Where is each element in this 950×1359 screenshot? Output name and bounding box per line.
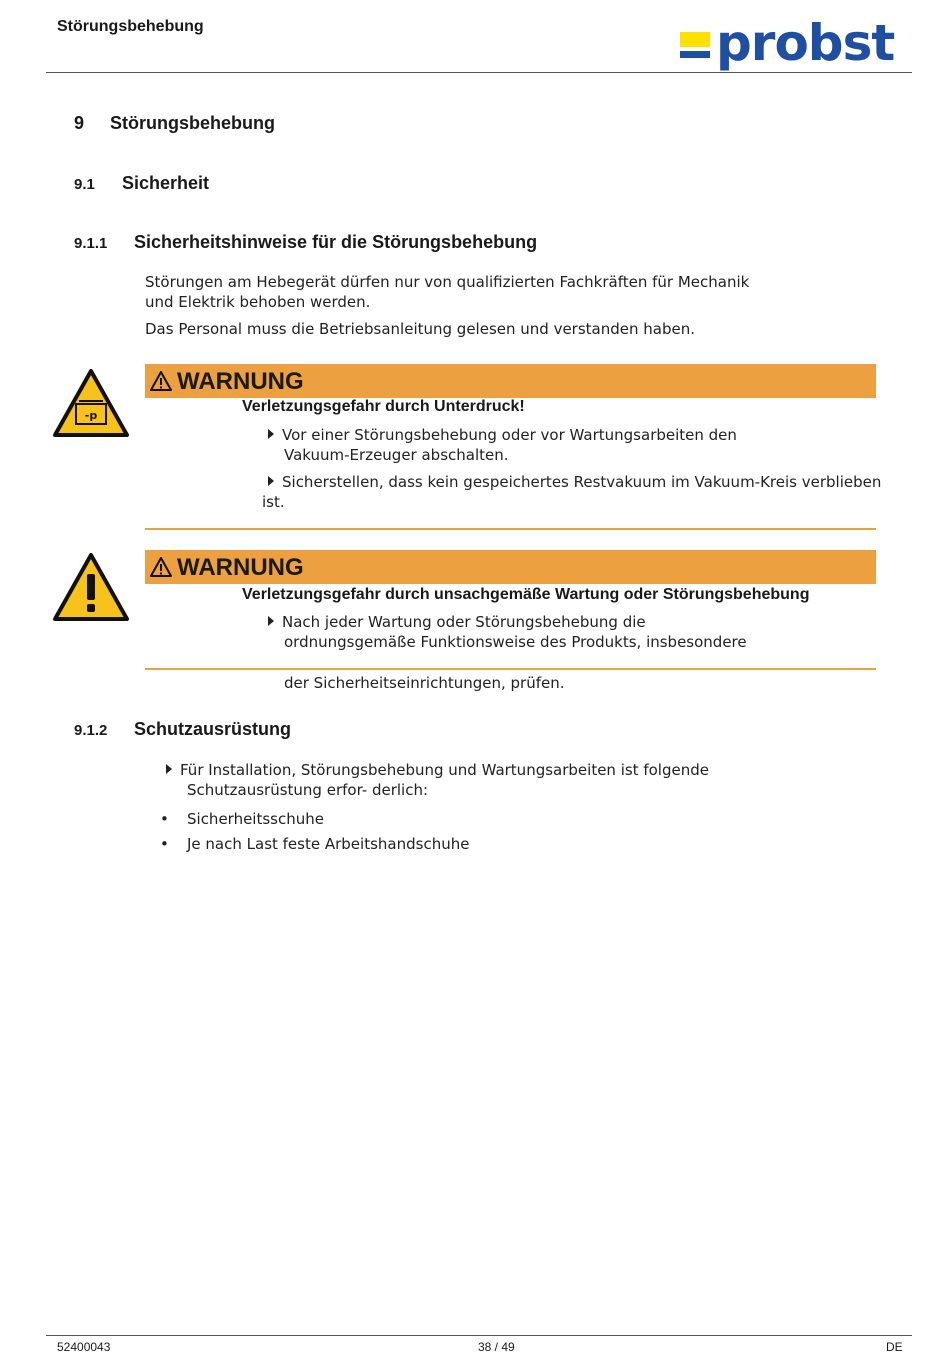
warning-step-cont: der Sicherheitseinrichtungen, prüfen. — [284, 674, 565, 692]
footer-page-number: 38 / 49 — [478, 1340, 515, 1354]
warning-title: Verletzungsgefahr durch Unterdruck! — [242, 398, 525, 415]
paragraph-line: Störungen am Hebegerät dürfen nur von qualifizierten Fachkräften für Mechanik — [145, 273, 750, 291]
instruction-step-cont: Schutzausrüstung erfor- derlich: — [187, 781, 429, 799]
step-arrow-icon — [166, 764, 172, 774]
paragraph-line: und Elektrik behoben werden. — [145, 293, 371, 311]
instruction-step: Für Installation, Störungsbehebung und Wartungsarbeiten ist folgende — [166, 760, 709, 780]
section-9-1-2-number: 9.1.2 — [74, 722, 108, 739]
warning-end-rule — [145, 528, 876, 530]
warning-step-cont: ordnungsgemäße Funktionsweise des Produkts, insbesondere — [284, 633, 747, 651]
section-9-1-1-number: 9.1.1 — [74, 235, 108, 252]
footer-divider — [46, 1335, 912, 1336]
warning-triangle-icon — [149, 370, 173, 392]
warning-banner — [145, 550, 876, 584]
warning-step-cont: Vakuum-Erzeuger abschalten. — [284, 446, 509, 464]
list-item: Je nach Last feste Arbeitshandschuhe — [187, 835, 470, 853]
warning-label: WARNUNG — [177, 554, 304, 581]
general-warning-icon — [52, 552, 130, 627]
section-9-number: 9 — [74, 113, 85, 133]
warning-label: WARNUNG — [177, 368, 304, 395]
bullet-icon: • — [160, 810, 169, 828]
bullet-icon: • — [160, 835, 169, 853]
warning-step: Sicherstellen, dass kein gespeichertes Restvakuum im Vakuum-Kreis verblieben — [268, 472, 881, 492]
warning-triangle-icon — [149, 556, 173, 578]
step-arrow-icon — [268, 429, 274, 439]
logo-mark-icon — [680, 32, 710, 58]
page-header-title: Störungsbehebung — [57, 18, 204, 35]
section-9-1-2-title: Schutzausrüstung — [134, 719, 292, 739]
footer-doc-number: 52400043 — [57, 1340, 111, 1354]
logo-text: probst — [716, 14, 895, 72]
section-9-1-title: Sicherheit — [122, 173, 210, 193]
step-arrow-icon — [268, 476, 274, 486]
warning-title: Verletzungsgefahr durch unsachgemäße Wartung oder Störungsbehebung — [242, 586, 810, 603]
section-9-1-number: 9.1 — [74, 176, 95, 193]
warning-step-cont: ist. — [262, 493, 285, 511]
section-9-1-1-title: Sicherheitshinweise für die Störungsbehebung — [134, 232, 538, 252]
svg-text:-p: -p — [84, 409, 98, 422]
header-divider — [46, 72, 912, 73]
section-9-title: Störungsbehebung — [110, 113, 275, 133]
warning-end-rule — [145, 668, 876, 670]
warning-step: Vor einer Störungsbehebung oder vor Wartungsarbeiten den — [268, 425, 737, 445]
probst-logo — [680, 14, 906, 72]
vacuum-warning-icon — [52, 368, 130, 443]
footer-language: DE — [886, 1340, 903, 1354]
warning-banner — [145, 364, 876, 398]
warning-step: Nach jeder Wartung oder Störungsbehebung die — [268, 612, 646, 632]
paragraph-line: Das Personal muss die Betriebsanleitung gelesen und verstanden haben. — [145, 320, 695, 338]
list-item: Sicherheitsschuhe — [187, 810, 324, 828]
step-arrow-icon — [268, 616, 274, 626]
